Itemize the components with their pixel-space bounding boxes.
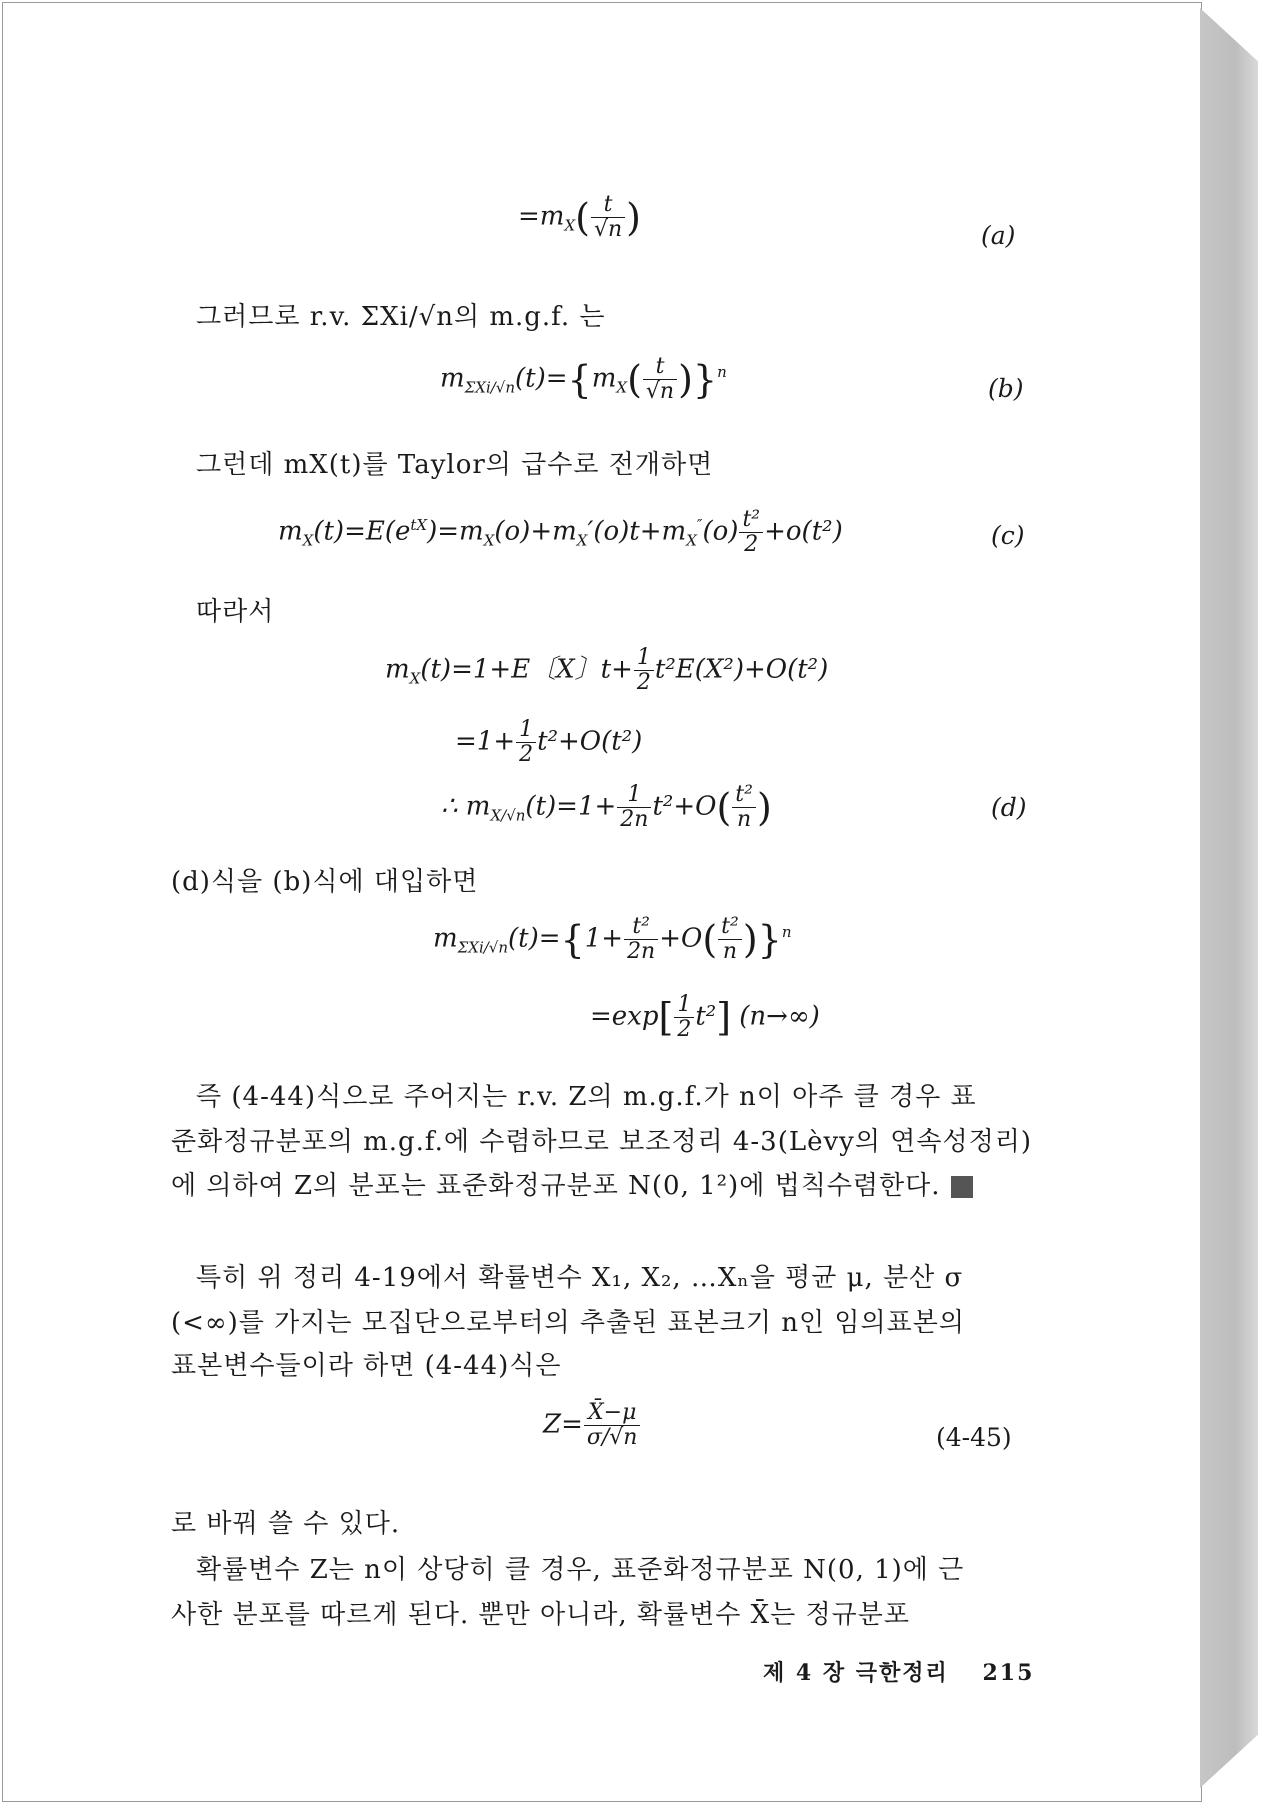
chapter-title: 제 4 장 극한정리 bbox=[763, 1660, 949, 1686]
end-of-proof-icon bbox=[951, 1176, 973, 1198]
text-line-3: 따라서 bbox=[196, 597, 275, 627]
equation-d-line-3: ∴ $m_{X/√n}(t)=1+$ $\frac{1}{2n}$ t²+O( $\frac{\text{t²}}{n}$ ) bbox=[441, 782, 772, 832]
equation-a: $=m_X$( $\frac{t}{√n}$ ) bbox=[518, 192, 641, 242]
text-line-4: (d)식을 (b)식에 대입하면 bbox=[171, 867, 479, 897]
book-page bbox=[2, 2, 1202, 1802]
equation-a-tag: (a) bbox=[981, 221, 1016, 250]
paragraph-2-line-2: (<∞)를 가지는 모집단으로부터의 추출된 표본크기 n인 임의표본의 bbox=[171, 1308, 965, 1338]
page-number: 215 bbox=[982, 1660, 1035, 1686]
equation-d-line-1: $m_X(t)=1+E$〔X〕t+ $\frac{1}{2}$ t²E(X²)+O(t²) bbox=[385, 645, 829, 695]
equation-e-line-1: $m_{\Sigma Xi/√n}(t)=\{1+$ $\frac{\text{t²}}{2n}$ +O( $\frac{\text{t²}}{n}$ )}$^n$ bbox=[433, 914, 792, 964]
equation-d-tag: (d) bbox=[991, 793, 1027, 822]
page-stack-edge bbox=[1200, 8, 1258, 1788]
equation-c: $m_X(t)=E(e^{tX})=m_X(o)+m_X'(o)t+m_X''(o)$ $\frac{\text{t²}}{2}$ +o(t²) bbox=[278, 507, 843, 557]
paragraph-1-line-1: 즉 (4-44)식으로 주어지는 r.v. Z의 m.g.f.가 n이 아주 클 경우 표 bbox=[196, 1082, 977, 1112]
paragraph-2-line-1: 특히 위 정리 4-19에서 확률변수 X₁, X₂, …Xₙ을 평균 μ, 분산 σ bbox=[196, 1263, 964, 1293]
paragraph-3-line-1: 로 바꿔 쓸 수 있다. bbox=[171, 1509, 401, 1539]
equation-b: $m_{\Sigma Xi/√n}(t)=\{m_X$( $\frac{t}{√n}$ )}$^n$ bbox=[440, 354, 727, 404]
paragraph-3-line-3: 사한 분포를 따르게 된다. 뿐만 아니라, 확률변수 X̄는 정규분포 bbox=[171, 1600, 910, 1630]
text-line-2: 그런데 mX(t)를 Taylor의 급수로 전개하면 bbox=[196, 450, 714, 480]
running-footer bbox=[763, 1656, 1034, 1687]
equation-d-line-2: =1+ $\frac{1}{2}$ t²+O(t²) bbox=[455, 717, 643, 767]
equation-4-45: Z= $\frac{X̄-\mu}{\sigma/√n}$ bbox=[543, 1401, 641, 1450]
equation-e-line-2: =exp[ $\frac{1}{2}$ t²] (n→∞) bbox=[590, 992, 820, 1042]
paragraph-3-line-2: 확률변수 Z는 n이 상당히 클 경우, 표준화정규분포 N(0, 1)에 근 bbox=[196, 1555, 965, 1585]
paragraph-2-line-3: 표본변수들이라 하면 (4-44)식은 bbox=[171, 1351, 562, 1381]
text-line-1: 그러므로 r.v. ΣXi/√n의 m.g.f. 는 bbox=[196, 302, 606, 332]
paragraph-1-line-2: 준화정규분포의 m.g.f.에 수렴하므로 보조정리 4-3(Lèvy의 연속성정리) bbox=[171, 1127, 1032, 1157]
equation-b-tag: (b) bbox=[988, 374, 1024, 403]
paragraph-1-line-3: 에 의하여 Z의 분포는 표준화정규분포 N(0, 1²)에 법칙수렴한다. bbox=[171, 1169, 973, 1203]
equation-4-45-tag: (4-45) bbox=[936, 1423, 1012, 1452]
equation-c-tag: (c) bbox=[991, 521, 1025, 550]
